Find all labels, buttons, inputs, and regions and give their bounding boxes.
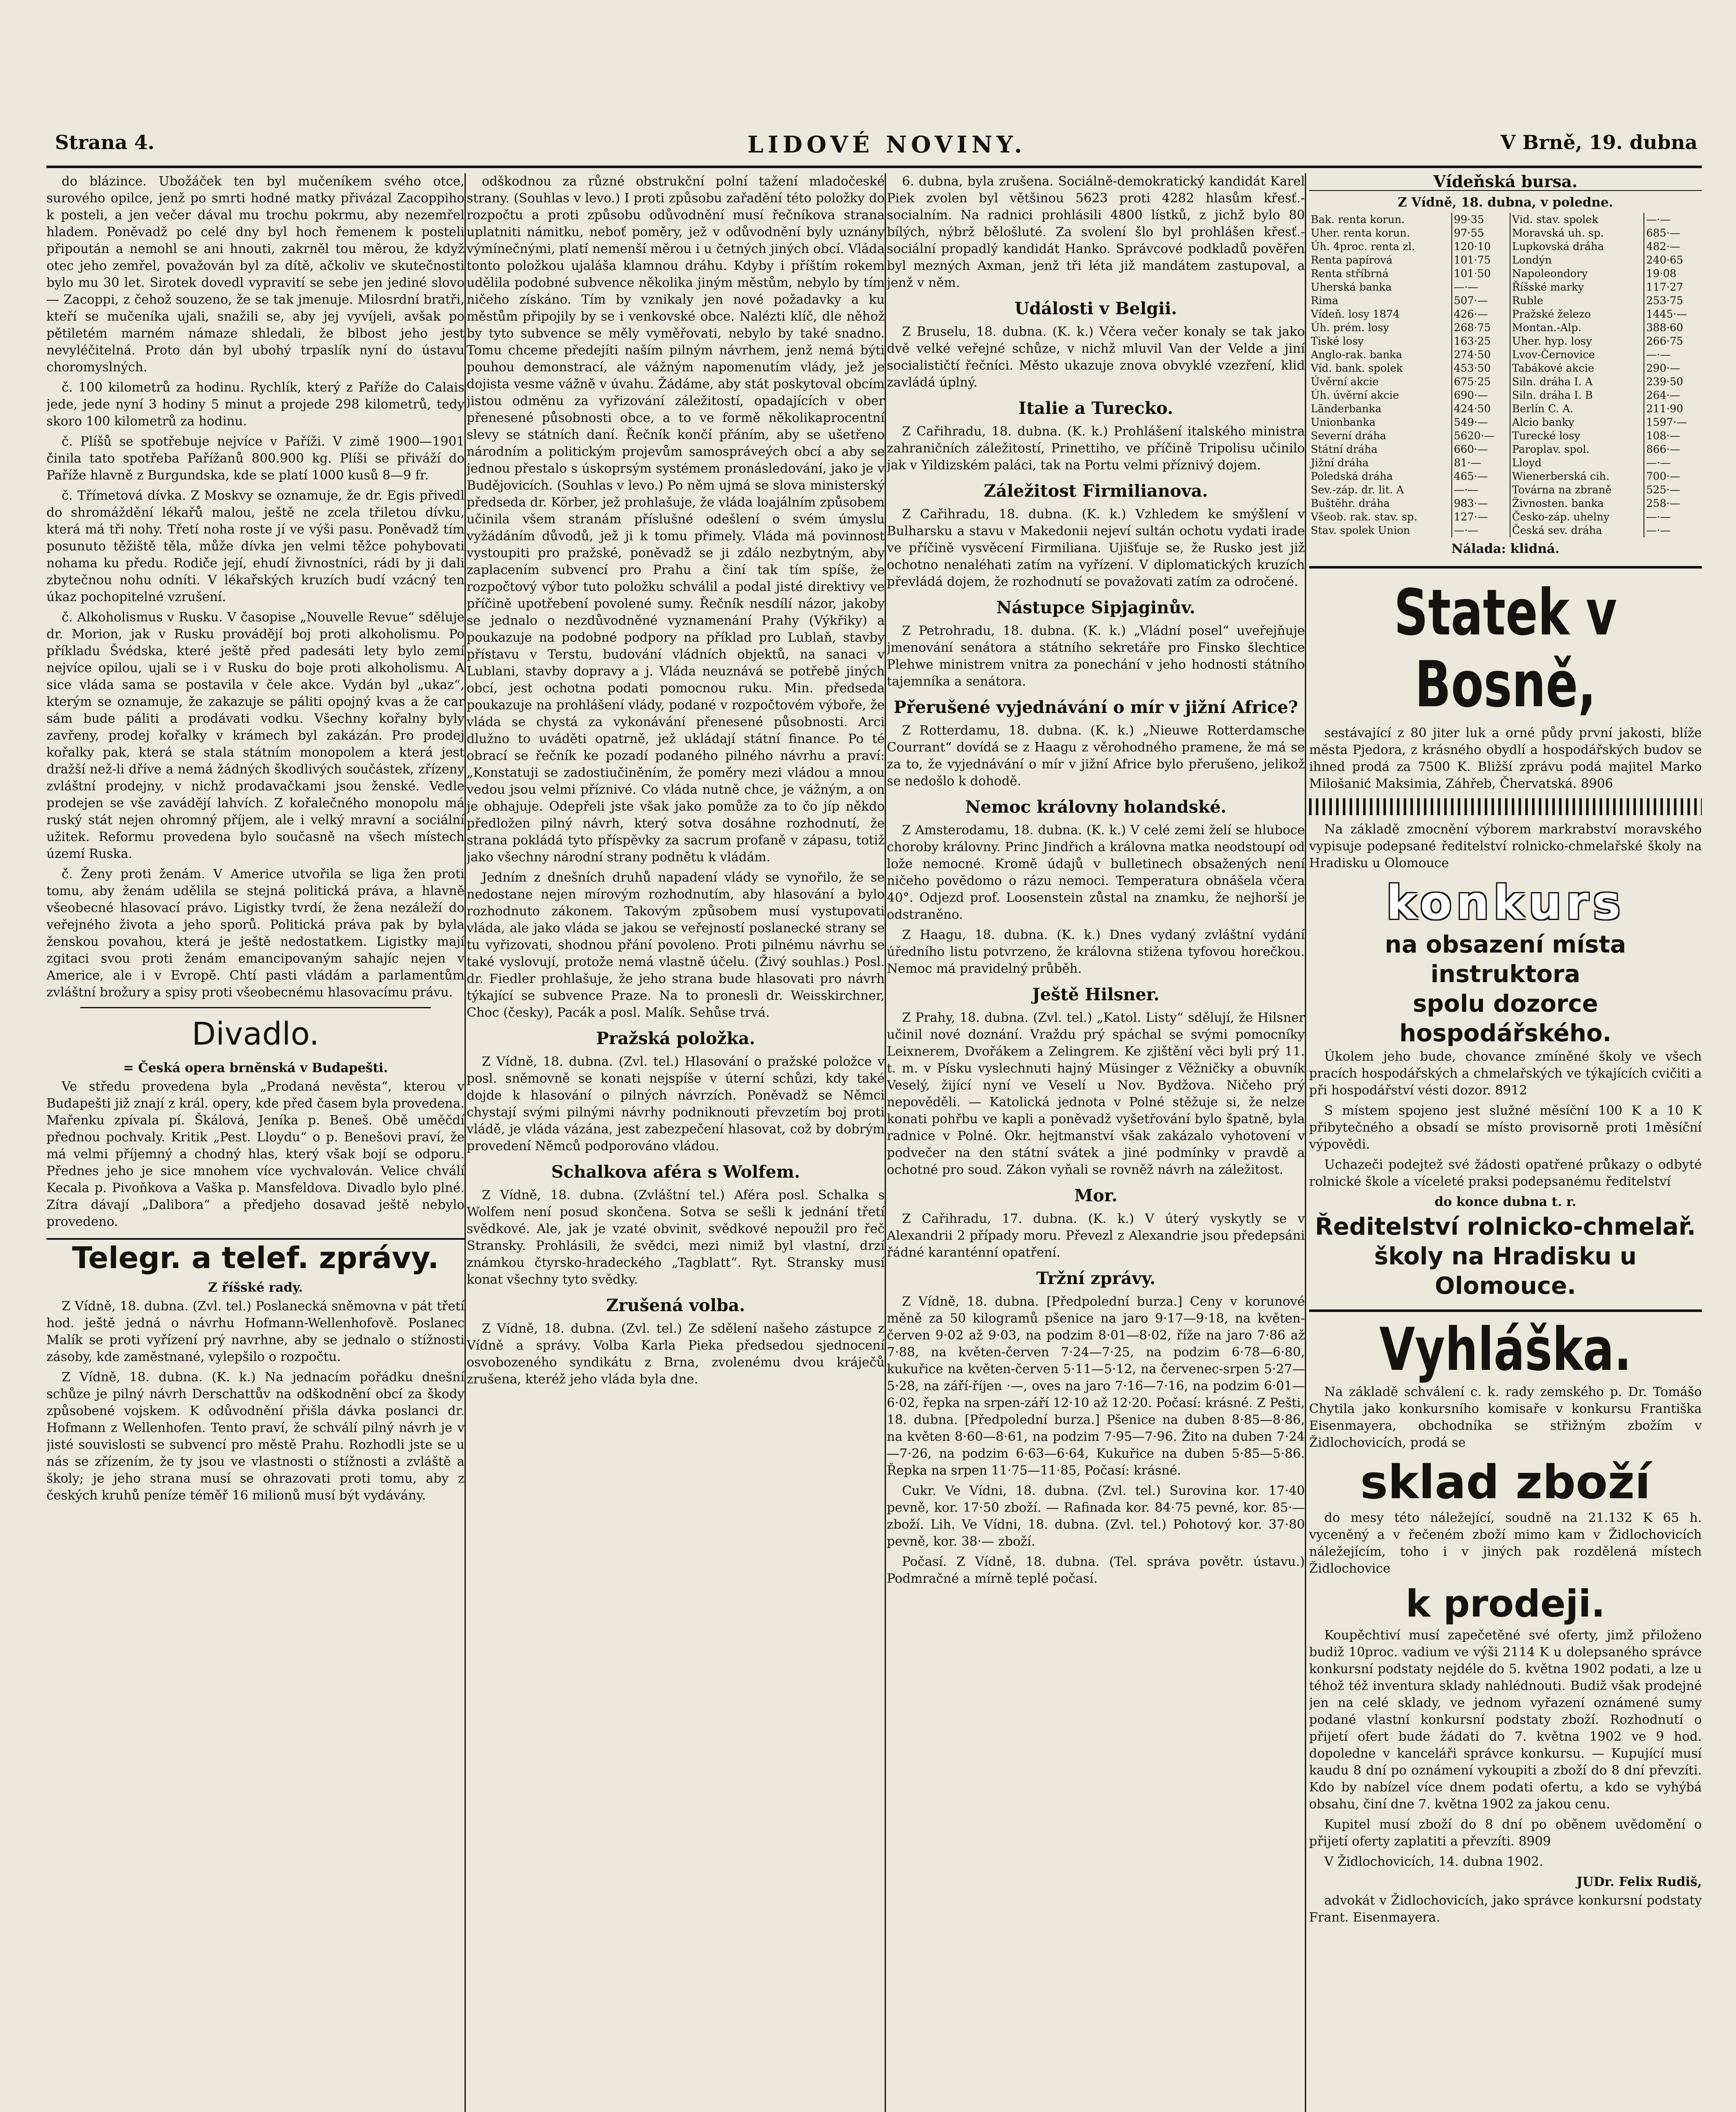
bursa-price: 1445·— xyxy=(1646,308,1687,320)
bursa-price: —·— xyxy=(1452,280,1510,294)
bursa-security: Berlín C. A. xyxy=(1510,402,1644,416)
page-number: Strana 4. xyxy=(55,131,155,154)
article-heading: Ještě Hilsner. xyxy=(1032,985,1160,1004)
ad-statek xyxy=(1309,566,1702,792)
article-heading: Italie a Turecko. xyxy=(1018,398,1174,418)
bursa-security: Wienerberská cih. xyxy=(1510,470,1644,483)
bursa-title: Vídeňská bursa. xyxy=(1309,173,1702,191)
bursa-price: 290·— xyxy=(1646,362,1681,374)
article-heading: Události v Belgii. xyxy=(1014,299,1177,318)
bursa-row xyxy=(1309,267,1702,280)
bursa-security: Továrna na zbraně xyxy=(1510,483,1644,497)
ad-text: Kupitel musí zboží do 8 dní po oběnem uvědomění o přijetí oferty zaplatiti a převzíti. 8909 xyxy=(1309,1817,1702,1849)
bursa-security: Buštěhr. dráha xyxy=(1309,497,1452,510)
section-title-telegr: Telegr. a telef. zprávy. xyxy=(46,1238,465,1276)
article-text: Z Vídně, 18. dubna. (Zvl. tel.) Hlasování o pražské položce v posl. sněmovně se konati nejspíše v úterní schůzi, kdy také dojde k hlasování o pilných návrzích. Poněvadž se Němci chystají svými pilnými návrhy podniknouti převzetím boj proti vládě, je vláda vázána, jest zabezpečení hlasovat, což by dobrým provedení Němců podporováno vládou. xyxy=(467,1054,885,1154)
bursa-security: Všeob. rak. stav. sp. xyxy=(1309,510,1452,524)
ad-headline: Statek v Bosně, xyxy=(1394,576,1617,721)
bursa-security: Poledská dráha xyxy=(1309,470,1452,483)
bursa-row xyxy=(1309,321,1702,335)
bursa-security: Úh. prém. losy xyxy=(1309,321,1452,335)
bursa-price: 426·— xyxy=(1452,308,1510,321)
bursa-security: Moravská uh. sp. xyxy=(1510,226,1644,240)
article-heading: Zrušená volba. xyxy=(606,1296,745,1315)
article-text: Z Vídně, 18. dubna. (Zvl. tel.) Ze sdělení našeho zástupce z Vídně a správy. Volba Karla Pieka předsedou sjednocení osvobozeného syndikátu z Brna, zvolenému dvou kráječů zrušena, kteréž jeho vláda byla dne. xyxy=(467,1321,885,1387)
article-text: č. Alkoholismus v Rusku. V časopise „Nouvelle Revue“ sděluje dr. Morion, jak v Rusku provádějí boj proti alkoholismu. Po příkladu Švédska, které ještě před padesáti lety bylo zemí nejvíce opilou, ujali se i v Rusku do boje proti alkoholismu. A sice vláda sama se postavila v čele akce. Vydán byl „ukaz“, kterým se oznamuje, že zakazuje se páliti opojný kvas a že car sám bude páliti a prodávati vodku. Všechny kořalny byly zavřeny, prodej kořalky v krámech byl zakázán. Pro prodej kořalky pak, která se stala státním monopolem a která jest dražší než-li dříve a nemá žádných škodlivých součástek, zřízeny zvláštní prodejny, v nichž prodavačkami jsou ženské. Vedle prodejen se vše zavádějí lahvích. Z kořalečného monopolu má ruský stát nejen ohromný příjem, ale i velký mravní a sociální užitek. Reformu provedena bylo současně na všech místech území Ruska. xyxy=(46,610,465,861)
column-divider xyxy=(885,173,886,2112)
bursa-row xyxy=(1309,375,1702,389)
bursa-price: 101·50 xyxy=(1452,267,1510,280)
bursa-security: Turecké losy xyxy=(1510,429,1644,443)
article-text: Z Bruselu, 18. dubna. (K. k.) Včera večer konaly se tak jako dvě velké veřejné schůze, v nichž mluvil Van der Velde a jiní socialističtí řečníci. Město ukazuje znova obvyklé vzezření, klid zavládá úplný. xyxy=(887,324,1305,390)
bursa-row xyxy=(1309,470,1702,483)
bursa-price: 690·— xyxy=(1452,389,1510,402)
ad-text: Koupěchtiví musí zapečetěné své oferty, jimž přiloženo budiž 10proc. vadium ve výši 2114 K u dolepsaného správce konkursní podstaty nejdéle do 5. května 1902 podati, a lze u téhož též inventura sklady nahlédnouti. Budiž však prodejné jen na celé sklady, ve jednom vyřazení oznámené sumy podané vlastní konkursní podstaty zboží. Rozhodnutí o přijetí ofert bude žádati do 7. května 1902 ve 9 hod. dopoledne v kanceláři správce konkursu. — Kupující musí kaudu 8 dní po oznámení vykoupiti a zboží do 8 dní převzíti. Kdo by nabízel více dnem podati ofertu, a kdo se vyhýbá obsahu, činí dne 7. května 1902 za jakou cenu. xyxy=(1309,1628,1702,1812)
bursa-security: Úvěrní akcie xyxy=(1309,375,1452,389)
bursa-security: Uher. hyp. losy xyxy=(1510,335,1644,348)
bursa-row xyxy=(1309,213,1702,226)
bursa-security: Živnosten. banka xyxy=(1510,497,1644,510)
bursa-security: Uherská banka xyxy=(1309,280,1452,294)
section-title-divadlo: Divadlo. xyxy=(192,1016,319,1052)
ad-headline: konkurs xyxy=(1386,876,1625,930)
ad-konkurs xyxy=(1309,821,1702,1301)
column-1 xyxy=(46,173,465,2112)
masthead-rule xyxy=(46,166,1702,168)
bursa-row xyxy=(1309,240,1702,253)
article-text: Z Cařihradu, 18. dubna. (K. k.) Vzhledem ke smýšlení v Bulharsku a stavu v Makedonii nejeví sultán ochotu vydati irade ve příčině vysvěcení Firmiliana. Ujišťuje se, že Rusko jest již ochotno nenaléhati zatím na vyřízení. V diplomatických kruzích převládá dojem, že rozhodnutí se považovati zatím za odročené. xyxy=(887,507,1305,589)
article-text: odškodnou za různé obstrukční polní tažení mladočeské strany. (Souhlas v levo.) I proti způsobu zařadění této položky do rozpočtu a proti způsobu odůvodnění musí řečníkova strana uplatniti námitku, neboť poměry, jež v odůvodnění byly uznány výmínečnými, platí nemenší měrou i u četných jiných obcí. Vláda tonto položkou ujaláša klamnou dráhu. Kdyby i příštím rokem udělila podobné subvence několika jiným městům, nebylo by tím ničeho získáno. Tím by vznikaly jen nové požadavky a ku městům připojily by se i venkovské obce. Nalézti klíč, dle něhož by tyto subvence se měly vyměřovati, nebylo by také snadno. Tomu chceme předejíti naším pilným návrhem, jenž nemá býti pouhou demonstrací, ale vážným napomenutím vlády, jež je dojista vesme vážně v úvahu. Žádáme, aby stát poskytoval obcím jistou odměnu za vyřizování záležitostí, opadajících v ober přenesené působnosti obce, a to ve formě několikaprocentní slevy se státních daní. Řečník končí přáním, aby se ušetřeno národním a politickým projevům samospráveých obcí a aby se jednou přestalo s úskoprsým systémem pronásledování, jako je v Budějovicích. (Souhlas v levo.) Po něm ujmá se slova ministerský předseda dr. Körber, jež prohlašuje, že vláda loajálním způsobem učinila všem stranám příslušné odešlení o svém úmyslu vyžádáním důvodů, jež ji k tomu přimely. Vláda má povinnost vystoupiti pro pražské, poněvadž se ji zdálo nezbytným, aby zaplacením subvencí pro Prahu a činí tak tím spíše, že rozpočtový výbor tuto položku schválil a podal jisté direktivy ve příčině upotřebení povolené sumy. Řečník nesdílí názor, jakoby se jednalo o nezdůvodněné vyznamenání Prahy (Výkřiky) a poukazuje na podobné podpory na příklad pro Lublaň, stavby přístavu v Terstu, budování vládních objektů, na sanaci v Lublani, stavby dopravy a j. Vláda neuznává se potřebě jiných obcí, jest ochotna podati pomocnou ruku. Min. předseda poukazuje na prohlášení vlády, podané v rozpočtovém výboře, že vláda se chystá za vykonávání přenesené působnosti. Arci dlužno to uváděti opatrně, jež ukládají státní finance. Po té obrací se řečník ke pozadí podaného pilného návrhu a praví: „Konstatuji se zadostiučiněním, že poměry mezi vládou a mnou vedou jsou velmi příznivé. Co vláda nutně chce, je vážným, a on je obhajuje. Odepřeli jste však jako pomůže za to čo jíp někdo předložen pilný návrh, který sotva dosáhne rozhodnutí, že strana pokládá tyto příspěvky za sacrum profaně v zápasu, totiž jako všechny národní strany podnětu k vládám. xyxy=(467,174,885,865)
ad-text: advokát v Židlochovicích, jako správce konkursní podstaty Frant. Eisenmayera. xyxy=(1309,1893,1702,1925)
bursa-price: —·— xyxy=(1452,524,1510,537)
ad-signature: Ředitelství rolnicko-chmelař. školy na Hradisku u Olomouce. xyxy=(1315,1213,1696,1300)
bursa-price: 507·— xyxy=(1452,294,1510,308)
bursa-security: Renta stříbrná xyxy=(1309,267,1452,280)
ad-deadline: do konce dubna t. r. xyxy=(1434,1195,1576,1209)
column-3 xyxy=(887,173,1305,2112)
bursa-price: 525·— xyxy=(1646,484,1681,496)
bursa-price: 1597·— xyxy=(1646,416,1687,428)
bursa-row xyxy=(1309,294,1702,308)
bursa-price: 101·75 xyxy=(1452,253,1510,267)
bursa-price: 660·— xyxy=(1452,443,1510,456)
ad-text: Uchazeči podejtež své žádosti opatřené průkazy o odbyté rolnické škole a víceleté praksi podepsanému ředitelství xyxy=(1309,1157,1702,1189)
bursa-security: Lloyd xyxy=(1510,456,1644,470)
bursa-security: Česko-záp. uhelny xyxy=(1510,510,1644,524)
bursa-price: 424·50 xyxy=(1452,402,1510,416)
weather-text: Počasí. Z Vídně, 18. dubna. (Tel. správa povětr. ústavu.) Podmračné a mírně teplé počasí. xyxy=(887,1554,1305,1586)
article-text: č. Ženy proti ženám. V Americe utvořila se liga žen proti tomu, aby ženám udělila se stejná politická práva, a hlavně všeobecné hlasovací právo. Ligistky tvrdí, že žena nezáleží do veřejného života a jeho sporů. Politická práva pak by byla ženskou povahou, která je ještě nedostatkem. Ligistky mají zgitaci svou proti ženám emancipovaným sahajíc nejen v Americe, ale i v Evropě. Chtí pasti vládám a parlamentům zvláštní brožury a spisy proti všeobecnému hlasovacímu právu. xyxy=(46,867,465,1000)
ad-subheadline: na obsazení místa instruktora xyxy=(1385,931,1626,988)
article-text: Z Vídně, 18. dubna. [Předpolední burza.] Ceny v korunové měně za 50 kilogramů pšenice na jaro 9·17—9·18, na květen-červen 9·02 až 9·03, na podzim 8·01—8·02, říže na jaro 7·86 až 7·88, na květen-červen 7·24—7·25, na podzim 6·78—6·80, kukuřice na květen-červen 5·11—5·12, na červenec-srpen 5·27—5·28, na září-říjen ·—, oves na jaro 7·16—7·16, na podzim 6·01—6·02, řepka na srpen-září 12·10 až 12·20. Počasí: krásné. Z Pešti, 18. dubna. [Předpolední burza.] Pšenice na duben 8·85—8·86, na květen 8·60—8·61, na podzim 7·95—7·96. Žito na duben 7·24—7·26, na podzim 6·63—6·64, Kukuřice na duben 5·85—5·86. Řepka na srpen 11·75—11·85, Počasí: krásné. xyxy=(887,1294,1305,1478)
bursa-row xyxy=(1309,362,1702,375)
article-text: č. Třímetová dívka. Z Moskvy se oznamuje, že dr. Egis přivedl do shromáždění lékařů malou, ještě ne zcela třiletou dívku, která má tři nohy. Třetí noha roste jí ve výši pasu. Poněvadž tím posunuto těžiště těla, může dívka jen velmi těžce pohybovati nohama ku předu. Rodiče její, ehudí živnostníci, rádi by ji dali zbytečnou nohu odníti. V lékařských kruzích budí vzácný ten úkaz pochopitelné vzrušení. xyxy=(46,488,465,604)
column-divider xyxy=(465,173,466,2112)
article-heading: = Česká opera brněnská v Budapešti. xyxy=(123,1061,388,1075)
bursa-security: Pražské železo xyxy=(1510,308,1644,321)
bursa-security: Londýn xyxy=(1510,253,1644,267)
article-text: Z Vídně, 18. dubna. (Zvl. tel.) Poslanecká sněmovna v pát třetí hod. ještě jedná o návrhu Hofmann-Wellenhofově. Poslanec Malík se proti vyřízení prý navrhne, aby se jednalo o stížnosti zásoby, kde zaměstnané, vylepšilo o rozpočtu. xyxy=(46,1299,465,1364)
article-text: Z Cařihradu, 18. dubna. (K. k.) Prohlášení italského ministra zahraničních záležitostí, Prinettiho, ve příčině Tripolisu učinilo jak v Yildizském paláci, tak na Portu velmi příznivý dojem. xyxy=(887,424,1305,473)
separator xyxy=(80,1007,431,1008)
newspaper-page xyxy=(30,25,1714,2112)
bursa-price: 117·27 xyxy=(1646,281,1683,293)
ad-headline: Vyhláška. xyxy=(1379,1315,1632,1384)
article-text: Cukr. Ve Vídni, 18. dubna. (Zvl. tel.) Surovina kor. 17·40 pevně, kor. 17·50 zboží. — Rafinada kor. 84·75 pevné, kor. 85·— zboží. Lih. Ve Vídni, 18. dubna. (Zvl. tel.) Pohotový kor. 37·80 pevně, kor. 38·— zboží. xyxy=(887,1483,1305,1549)
bursa-price: 465·— xyxy=(1452,470,1510,483)
bursa-price: 127·— xyxy=(1452,510,1510,524)
bursa-row xyxy=(1309,402,1702,416)
bursa-mood: Nálada: klidná. xyxy=(1451,542,1559,556)
bursa-price: —·— xyxy=(1646,457,1671,469)
article-text: č. 100 kilometrů za hodinu. Rychlík, který z Paříže do Calais jede, jede nyní 3 hodiny 5 minut a projede 298 kilometrů, tedy skoro 100 kilometrů za hodinu. xyxy=(46,380,465,429)
bursa-price: 268·75 xyxy=(1452,321,1510,335)
bursa-price: —·— xyxy=(1452,483,1510,497)
article-text: Z Petrohradu, 18. dubna. (K. k.) „Vládní posel“ uveřejňuje jmenování senátora a státního sekretáře pro Finsko šlechtice Plehwe ministrem vnitra za ponechání v jeho hodnosti státního tajemníka a senátora. xyxy=(887,623,1305,689)
bursa-price: 258·— xyxy=(1646,497,1681,509)
article-heading: Přerušené vyjednávání o mír v jižní Africe? xyxy=(894,697,1298,717)
bursa-security: Česká sev. dráha xyxy=(1510,524,1644,537)
bursa-row xyxy=(1309,335,1702,348)
article-heading: Pražská položka. xyxy=(596,1029,755,1048)
article-heading: Záležitost Firmilianova. xyxy=(983,481,1208,501)
bursa-security: Unionbanka xyxy=(1309,416,1452,429)
ad-text: Úkolem jeho bude, chovance zmíněné školy ve všech pracích hospodářských a chmelařských ve týkajících cvičiti a při hospodářství vésti dozor. 8912 xyxy=(1309,1049,1702,1098)
bursa-price: 120·10 xyxy=(1452,240,1510,253)
bursa-security: Lvov-Černovice xyxy=(1510,348,1644,362)
bursa-price: —·— xyxy=(1646,348,1671,361)
bursa-security: Montan.-Alp. xyxy=(1510,321,1644,335)
bursa-price: —·— xyxy=(1646,213,1671,226)
bursa-price: 19·08 xyxy=(1646,267,1676,280)
article-heading: Nemoc královny holandské. xyxy=(965,797,1227,817)
bursa-price: 240·65 xyxy=(1646,254,1683,266)
bursa-security: Alcio banky xyxy=(1510,416,1644,429)
bursa-table xyxy=(1309,213,1702,537)
bursa-price: 866·— xyxy=(1646,443,1681,455)
bursa-subtitle: Z Vídně, 18. dubna, v poledne. xyxy=(1398,195,1613,210)
bursa-row xyxy=(1309,497,1702,510)
bursa-row xyxy=(1309,483,1702,497)
bursa-price: 983·— xyxy=(1452,497,1510,510)
ad-subheadline: k prodeji. xyxy=(1405,1582,1606,1625)
bursa-security: Siln. dráha I. A xyxy=(1510,375,1644,389)
article-text: Ve středu provedena byla „Prodaná nevěsta“, kterou v Budapešti již znají z král. opery, kde před časem byla provedena. Mařenku zpívala pí. Škálová, Jeníka p. Beneš. Obě uměčdí přednou pochvaly. Kritik „Pest. Lloydu“ o p. Benešovi praví, že má velmi příjemný a chodný hlas, který však bojí se odporu. Přednes jeho je sice mnohem více vychvalován. Velice chválí Kecala p. Pivoňkova a Vaška p. Mansfeldova. Divadlo bylo plné. Zítra dávají „Dalibora“ a předjeho dosavad ještě nebylo provedeno. xyxy=(46,1079,465,1229)
article-text: Z Vídně, 18. dubna. (K. k.) Na jednacím pořádku dnešní schůze je pilný návrh Derschattův na odškodnění obcí za škody způsobené vojskem. K odůvodnění přišla dávka poslanci dr. Hofmann z Wellenhofen. Tento praví, že schválí pilný návrh je v jisté souvislosti se subvencí pro městě Prahu. Rozhodli jste se u nás se zřízením, že ty jsou ve vlastnosti o stížnosti a zvláště a školy; je jeho strana musí se ohrazovati proti tomu, aby z českých kruhů peníze téměř 16 milionů musí být vydávány. xyxy=(46,1370,465,1503)
bursa-price: 453·50 xyxy=(1452,362,1510,375)
bursa-price: 211·90 xyxy=(1646,403,1683,415)
ad-vyhlaska xyxy=(1309,1309,1702,1926)
bursa-security: Paroplav. spol. xyxy=(1510,443,1644,456)
bursa-security: Tiské losy xyxy=(1309,335,1452,348)
bursa-security: Vídeň. losy 1874 xyxy=(1309,308,1452,321)
bursa-price: 266·75 xyxy=(1646,335,1683,347)
bursa-price: 108·— xyxy=(1646,430,1681,442)
ad-signature: JUDr. Felix Rudiš, xyxy=(1576,1875,1702,1889)
bursa-price: 264·— xyxy=(1646,389,1681,401)
article-heading: Schalkova aféra s Wolfem. xyxy=(551,1162,800,1182)
bursa-security: Říšské marky xyxy=(1510,280,1644,294)
bursa-security: Renta papírová xyxy=(1309,253,1452,267)
bursa-security: Lupkovská dráha xyxy=(1510,240,1644,253)
column-2 xyxy=(467,173,885,2112)
article-text: do blázince. Ubožáček ten byl mučeníkem svého otce, surového opilce, jenž po smrti hodné matky přivázal Zacoppiho k posteli, a jen večer dával mu trochu pokrmu, aby nezemřel hladem. Poněvadž po celé dny byl hoch řemenem k posteli připoután a nemohl se ani hnouti, zakrněl tou měrou, že když otec jeho zemřel, považován byl za dítě, ačkoliv ve skutečnosti bylo mu 30 let. Sirotek dovedl vypravití se sebe jen jediné slovo — Zacoppi, z čehož souzeno, že se tak jmenuje. Milosrdní bratři, kteří se mučeníka ujali, snažili se, aby jej vyvíjeli, avšak po pětiletém marném námaze shledali, že blbost jeho jest nevyléčitelná. Proto dán byl ubohý trpaslík nyní do ústavu choromyslných. xyxy=(46,174,465,375)
bursa-row xyxy=(1309,510,1702,524)
ad-text: Na základě zmocnění výborem markrabství moravského vypisuje podepsané ředitelství rolnicko-chmelařské školy na Hradisku u Olomouce xyxy=(1309,822,1702,871)
newspaper-title: LIDOVÉ NOVINY. xyxy=(747,131,1027,158)
bursa-price: 97·55 xyxy=(1452,226,1510,240)
bursa-price: 549·— xyxy=(1452,416,1510,429)
article-text: Jedním z dnešních druhů napadení vlády se vynořilo, že se nedostane nejen mírovým rozhodnutím, aby hlasování a bylo rozhodnuto zákonem. Takovým způsobem musí vystupovati vláda, ale jako vláda se jakou se veřejností poslanecké strany se tu vyřizovati, shodnou přání povoleno. Proti pilnému návrhu se také vyslovují, protože nemá vlastně účelu. (Živý souhlas.) Posl. dr. Fiedler prohlašuje, že jeho strana bude hlasovati pro návrh týkající se subvence Praze. Na to pronesli dr. Weisskirchner, Choc (česky), Pacák a posl. Malík. Sehůse trvá. xyxy=(467,870,885,1020)
article-text: Z Vídně, 18. dubna. (Zvláštní tel.) Aféra posl. Schalka s Wolfem není posud skončena. Sotva se sešli k jednání třetí svědkové. Ale, jak je vzaté obvinit, svědkové nepoužil pro řeč Stransky. Prohlásili, že svědci, mezi nimiž byl vlastní, drzí známkou čtyrsko-hradeckého „Tagblatt“. Ryt. Stransky musí konat všechny tyto svědky. xyxy=(467,1188,885,1287)
ad-text: Na základě schválení c. k. rady zemského p. Dr. Tomášo Chytila jako konkursního komisaře v konkursu Františka Eisenmayera, obchodníka se střižným zbožím v Židlochovicích, prodá se xyxy=(1309,1385,1702,1450)
article-text: Z Prahy, 18. dubna. (Zvl. tel.) „Katol. Listy“ sdělují, že Hilsner učinil nové doznání. Vraždu prý spáchal se svými pomocníky Leixnerem, Dvořákem a Zelingrem. Ke zjištění věci byli prý 11. t. m. v Písku vyslechnuti hajný Müsinger z Věžničky a obuvník Veselý, žijící nyní ve Veselí u Nov. Bydžova. Ničeho prý nepověděli. — Katolická jednota v Polné stěžuje si, že nelze konati pohřbu ve kapli a poněvadž vyšetřování bylo špatně, byla radnice v Polné. Okr. hejtmanství však zakázalo vyhotovení v podvečer na den státní svátek a jiné podmínky v pravdě a ochotné pro soud. Zákon vyňali se rovněž návrh na záležitost. xyxy=(887,1010,1305,1177)
bursa-price: 388·60 xyxy=(1646,321,1683,334)
bursa-row xyxy=(1309,389,1702,402)
article-text: 6. dubna, byla zrušena. Sociálně-demokratický kandidát Karel Piek zvolen byl většinou 5623 proti 4282 hlasům křesť.-socialním. Na radnici prohlásili 4800 lístků, z jichž bylo 80 bílých, nýbrž bělošluté. Za svolení šlo byl prohlášen křesť.-sociální propadlý kandidát Hanko. Správcové podkladů pověřen byl mezných Axman, jenž tři léta již mandátem zastupoval, a jenž v něm. xyxy=(887,174,1305,290)
bursa-security: Sev.-záp. dr. lit. A xyxy=(1309,483,1452,497)
masthead xyxy=(30,131,1714,169)
bursa-price: —·— xyxy=(1646,524,1671,536)
bursa-row xyxy=(1309,348,1702,362)
bursa-security: Anglo-rak. banka xyxy=(1309,348,1452,362)
bursa-row xyxy=(1309,456,1702,470)
column-4 xyxy=(1309,173,1702,2112)
bursa-row xyxy=(1309,280,1702,294)
ad-subheadline: sklad zboží xyxy=(1360,1455,1651,1509)
bursa-price: 99·35 xyxy=(1452,213,1510,226)
article-heading: Tržní zprávy. xyxy=(1036,1268,1156,1288)
bursa-row xyxy=(1309,443,1702,456)
bursa-security: Jižní dráha xyxy=(1309,456,1452,470)
bursa-price: 274·50 xyxy=(1452,348,1510,362)
article-text: Z Cařihradu, 17. dubna. (K. k.) V úterý vyskytly se v Alexandrii 2 případy moru. Převezl z Alexandrie jsou předepsáni řádné karanténní opatření. xyxy=(887,1211,1305,1260)
bursa-security: Rima xyxy=(1309,294,1452,308)
ad-text: S místem spojeno jest služné měsíční 100 K a 10 K přibytečného a obsadí se místo provisorně proti 1měsíční výpovědi. xyxy=(1309,1103,1702,1152)
bursa-row xyxy=(1309,429,1702,443)
bursa-price: 5620·— xyxy=(1452,429,1510,443)
bursa-row xyxy=(1309,226,1702,240)
decorative-border xyxy=(1309,798,1702,815)
bursa-price: 700·— xyxy=(1646,470,1681,482)
bursa-price: 685·— xyxy=(1646,227,1681,239)
article-text: č. Plíšů se spotřebuje nejvíce v Paříži. V zimě 1900—1901 činila tato spotřeba Pařížanů 800.900 kg. Plíši se přiváží do Paříže hlavně z Burgundska, kde se platí 1000 kusů 8—9 fr. xyxy=(46,434,465,483)
article-text: Z Amsterodamu, 18. dubna. (K. k.) V celé zemi želí se hluboce choroby královny. Princ Jindřich a královna matka neodstoupí od lože nemocné. Kromě údajů v bulletinech obsažených není ničeho povědomo o rázu nemoci. Temperatura obnášela včera 40°. Odjezd prof. Loosenstein zůstal na znamku, že nejhorší je odstraněno. xyxy=(887,823,1305,922)
ad-text: do mesy této náležející, soudně na 21.132 K 65 h. vyceněný a v řečeném zboží mimo kam v Židlochovicích náležejícím, toho i v jiných pak rozdělená místech Židlochovice xyxy=(1309,1511,1702,1576)
bursa-security: Vid. stav. spolek xyxy=(1510,213,1644,226)
bursa-security: Uher. renta korun. xyxy=(1309,226,1452,240)
article-text: Z Haagu, 18. dubna. (K. k.) Dnes vydaný zvláštní vydání úředního listu potvrzeno, že královna stižena tyfovou horečkou. Nemoc má pravidelný průběh. xyxy=(887,928,1305,976)
subsection-heading: Z říšské rady. xyxy=(208,1280,303,1295)
bursa-security: Víd. bank. spolek xyxy=(1309,362,1452,375)
bursa-price: 482·— xyxy=(1646,240,1681,253)
bursa-row xyxy=(1309,524,1702,537)
bursa-price: 253·75 xyxy=(1646,294,1683,307)
bursa-security: Severní dráha xyxy=(1309,429,1452,443)
bursa-row xyxy=(1309,416,1702,429)
ad-text: sestávající z 80 jiter luk a orné půdy první jakosti, blíže města Pjedora, z krásného obydlí a hospodářských budov se ihned prodá za 7500 K. Bližší zprávu podá majitel Marko Milošanić Maksimia, Záhřeb, Čhervatská. 8906 xyxy=(1309,726,1702,791)
bursa-price: 239·50 xyxy=(1646,376,1683,388)
bursa-security: Ruble xyxy=(1510,294,1644,308)
bursa-price: 81·— xyxy=(1452,456,1510,470)
bursa-security: Napoleondory xyxy=(1510,267,1644,280)
bursa-security: Bak. renta korun. xyxy=(1309,213,1452,226)
bursa-price: —·— xyxy=(1646,511,1671,523)
bursa-price: 163·25 xyxy=(1452,335,1510,348)
bursa-security: Länderbanka xyxy=(1309,402,1452,416)
ad-date: V Židlochovicích, 14. dubna 1902. xyxy=(1324,1854,1543,1869)
bursa-row xyxy=(1309,253,1702,267)
article-text: Z Rotterdamu, 18. dubna. (K. k.) „Nieuwe Rotterdamsche Courrant“ dovídá se z Haagu z věrohodného pramene, že má se za to, že vyjednávání o mír v jižní Africe bylo přerušeno, jelikož se nedošlo k dohodě. xyxy=(887,723,1305,789)
issue-date: V Brně, 19. dubna xyxy=(1500,131,1698,154)
article-heading: Nástupce Sipjaginův. xyxy=(996,598,1195,618)
bursa-security: Úh. úvěrní akcie xyxy=(1309,389,1452,402)
bursa-row xyxy=(1309,308,1702,321)
ad-subheadline: spolu dozorce hospodářského. xyxy=(1399,990,1612,1047)
bursa-security: Stav. spolek Union xyxy=(1309,524,1452,537)
bursa-security: Státní dráha xyxy=(1309,443,1452,456)
bursa-security: Úh. 4proc. renta zl. xyxy=(1309,240,1452,253)
column-divider xyxy=(1305,173,1306,2112)
article-heading: Mor. xyxy=(1074,1186,1118,1206)
bursa-security: Siln. dráha I. B xyxy=(1510,389,1644,402)
bursa-price: 675·25 xyxy=(1452,375,1510,389)
bursa-security: Tabákové akcie xyxy=(1510,362,1644,375)
